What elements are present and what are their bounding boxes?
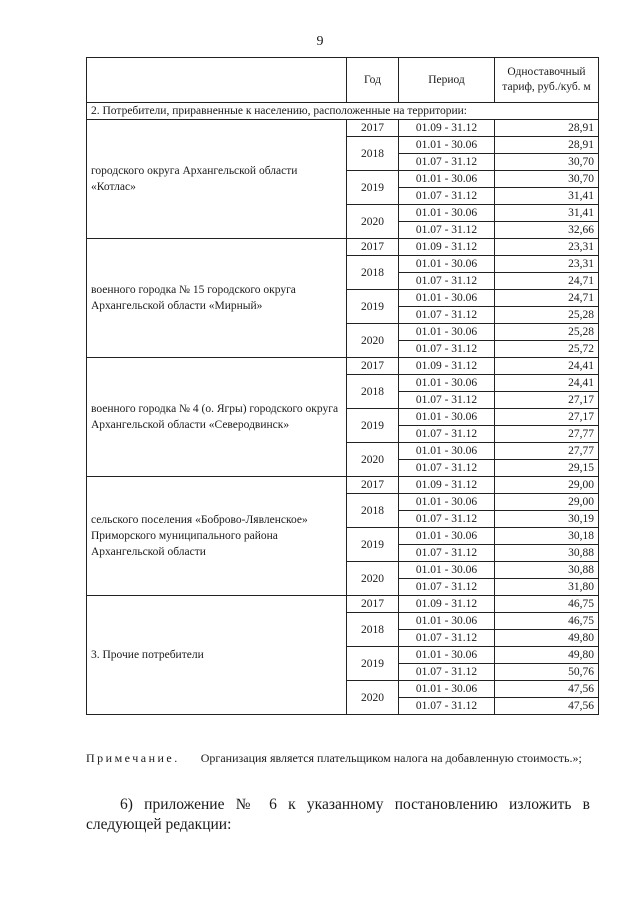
rate-cell: 24,41	[495, 358, 599, 375]
period-cell: 01.07 - 31.12	[399, 392, 495, 409]
rate-cell: 30,88	[495, 545, 599, 562]
consumer-name: военного городка № 4 (о. Ягры) городского округа Архангельской области «Северодвинск»	[87, 358, 347, 477]
rate-cell: 25,72	[495, 341, 599, 358]
period-cell: 01.07 - 31.12	[399, 154, 495, 171]
rate-cell: 27,77	[495, 426, 599, 443]
period-cell: 01.07 - 31.12	[399, 664, 495, 681]
rate-cell: 29,15	[495, 460, 599, 477]
period-cell: 01.07 - 31.12	[399, 698, 495, 715]
rate-cell: 47,56	[495, 681, 599, 698]
period-cell: 01.01 - 30.06	[399, 324, 495, 341]
year-cell: 2018	[347, 613, 399, 647]
page-number: 9	[316, 34, 324, 49]
header-period: Период	[399, 58, 495, 103]
section-title: 2. Потребители, приравненные к населению, расположенные на территории:	[87, 103, 599, 120]
year-cell: 2018	[347, 137, 399, 171]
rate-cell: 47,56	[495, 698, 599, 715]
rate-cell: 49,80	[495, 630, 599, 647]
period-cell: 01.09 - 31.12	[399, 120, 495, 137]
year-cell: 2020	[347, 205, 399, 239]
rate-cell: 30,18	[495, 528, 599, 545]
period-cell: 01.01 - 30.06	[399, 613, 495, 630]
period-cell: 01.07 - 31.12	[399, 307, 495, 324]
year-cell: 2019	[347, 409, 399, 443]
year-cell: 2019	[347, 171, 399, 205]
note-text: Организация является плательщиком налога на добавленную стоимость.»;	[200, 751, 582, 765]
rate-cell: 25,28	[495, 324, 599, 341]
paragraph-text: 6) приложение № 6 к указанному постановлению изложить в следующей редакции:	[86, 796, 590, 833]
period-cell: 01.07 - 31.12	[399, 630, 495, 647]
period-cell: 01.01 - 30.06	[399, 409, 495, 426]
table-row	[87, 358, 599, 375]
period-cell: 01.01 - 30.06	[399, 256, 495, 273]
rate-cell: 29,00	[495, 494, 599, 511]
year-cell: 2017	[347, 358, 399, 375]
table-header-row	[87, 58, 599, 103]
rate-cell: 30,70	[495, 154, 599, 171]
year-cell: 2018	[347, 375, 399, 409]
table-row	[87, 596, 599, 613]
period-cell: 01.07 - 31.12	[399, 460, 495, 477]
rate-cell: 28,91	[495, 137, 599, 154]
rate-cell: 31,41	[495, 188, 599, 205]
rate-cell: 23,31	[495, 256, 599, 273]
period-cell: 01.01 - 30.06	[399, 290, 495, 307]
header-name	[87, 58, 347, 103]
year-cell: 2019	[347, 528, 399, 562]
period-cell: 01.09 - 31.12	[399, 358, 495, 375]
year-cell: 2017	[347, 477, 399, 494]
year-cell: 2020	[347, 324, 399, 358]
amendment-paragraph	[86, 795, 590, 835]
period-cell: 01.07 - 31.12	[399, 545, 495, 562]
note-label: Примечание.	[86, 751, 180, 765]
rate-cell: 23,31	[495, 239, 599, 256]
year-cell: 2019	[347, 290, 399, 324]
period-cell: 01.07 - 31.12	[399, 426, 495, 443]
rate-cell: 46,75	[495, 613, 599, 630]
rate-cell: 30,19	[495, 511, 599, 528]
year-cell: 2020	[347, 562, 399, 596]
year-cell: 2020	[347, 681, 399, 715]
period-cell: 01.01 - 30.06	[399, 528, 495, 545]
year-cell: 2019	[347, 647, 399, 681]
period-cell: 01.07 - 31.12	[399, 222, 495, 239]
year-cell: 2017	[347, 239, 399, 256]
rate-cell: 24,71	[495, 290, 599, 307]
rate-cell: 24,71	[495, 273, 599, 290]
year-cell: 2017	[347, 596, 399, 613]
period-cell: 01.07 - 31.12	[399, 188, 495, 205]
period-cell: 01.07 - 31.12	[399, 511, 495, 528]
period-cell: 01.01 - 30.06	[399, 137, 495, 154]
tariff-table	[86, 57, 599, 715]
consumer-name: военного городка № 15 городского округа Архангельской области «Мирный»	[87, 239, 347, 358]
rate-cell: 31,80	[495, 579, 599, 596]
note	[86, 750, 588, 766]
period-cell: 01.01 - 30.06	[399, 171, 495, 188]
period-cell: 01.09 - 31.12	[399, 239, 495, 256]
rate-cell: 32,66	[495, 222, 599, 239]
period-cell: 01.09 - 31.12	[399, 477, 495, 494]
rate-cell: 46,75	[495, 596, 599, 613]
period-cell: 01.01 - 30.06	[399, 681, 495, 698]
rate-cell: 50,76	[495, 664, 599, 681]
period-cell: 01.01 - 30.06	[399, 494, 495, 511]
consumer-name: сельского поселения «Боброво-Лявленское» Приморского муниципального района Архангельской области	[87, 477, 347, 596]
consumer-name: городского округа Архангельской области «Котлас»	[87, 120, 347, 239]
year-cell: 2018	[347, 256, 399, 290]
period-cell: 01.07 - 31.12	[399, 273, 495, 290]
period-cell: 01.01 - 30.06	[399, 562, 495, 579]
period-cell: 01.01 - 30.06	[399, 375, 495, 392]
rate-cell: 28,91	[495, 120, 599, 137]
rate-cell: 24,41	[495, 375, 599, 392]
consumer-name: 3. Прочие потребители	[87, 596, 347, 715]
period-cell: 01.01 - 30.06	[399, 443, 495, 460]
rate-cell: 49,80	[495, 647, 599, 664]
period-cell: 01.01 - 30.06	[399, 205, 495, 222]
period-cell: 01.07 - 31.12	[399, 341, 495, 358]
rate-cell: 25,28	[495, 307, 599, 324]
rate-cell: 27,77	[495, 443, 599, 460]
rate-cell: 31,41	[495, 205, 599, 222]
rate-cell: 27,17	[495, 392, 599, 409]
rate-cell: 30,70	[495, 171, 599, 188]
period-cell: 01.09 - 31.12	[399, 596, 495, 613]
rate-cell: 29,00	[495, 477, 599, 494]
year-cell: 2017	[347, 120, 399, 137]
table-body	[87, 103, 599, 715]
year-cell: 2020	[347, 443, 399, 477]
section-row	[87, 103, 599, 120]
rate-cell: 30,88	[495, 562, 599, 579]
table-row	[87, 239, 599, 256]
table-row	[87, 120, 599, 137]
rate-cell: 27,17	[495, 409, 599, 426]
header-rate: Одноставочный тариф, руб./куб. м	[495, 58, 599, 103]
period-cell: 01.07 - 31.12	[399, 579, 495, 596]
year-cell: 2018	[347, 494, 399, 528]
table-row	[87, 477, 599, 494]
period-cell: 01.01 - 30.06	[399, 647, 495, 664]
header-year: Год	[347, 58, 399, 103]
